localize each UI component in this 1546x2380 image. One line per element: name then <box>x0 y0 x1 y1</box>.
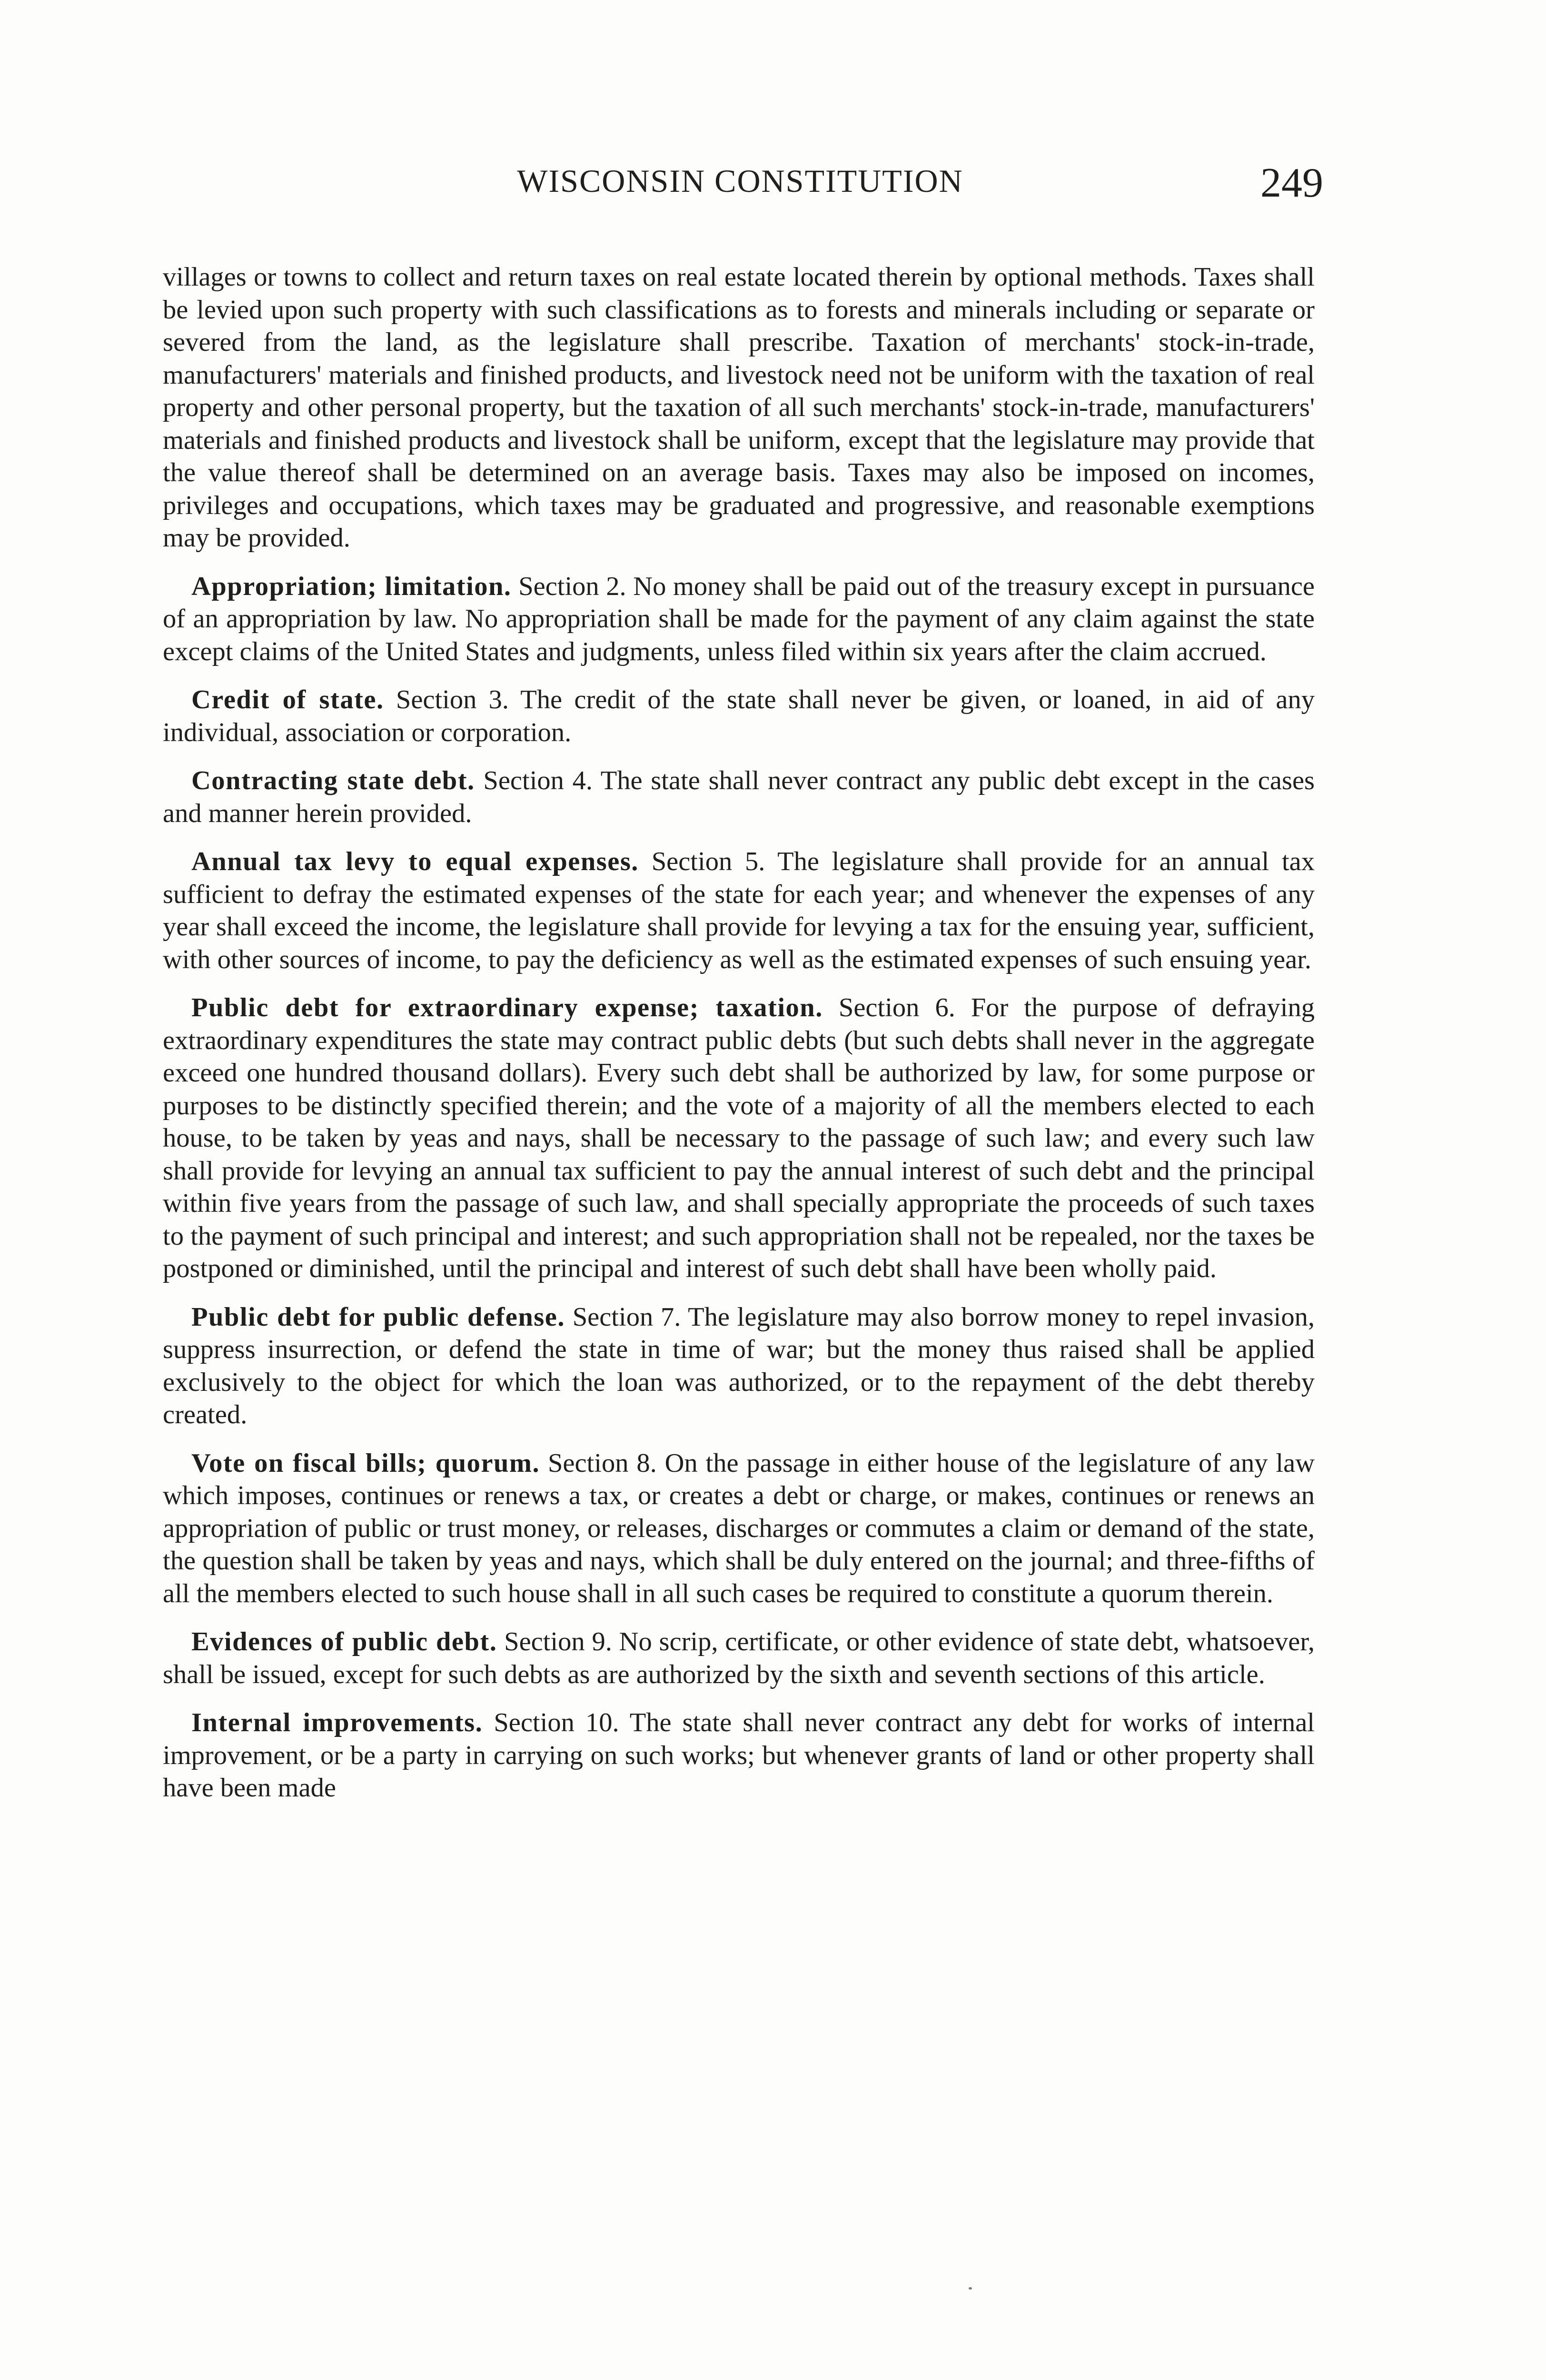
section-6-paragraph <box>163 992 1315 1285</box>
section-heading: Vote on fiscal bills; quorum. <box>191 1448 540 1478</box>
section-heading: Public debt for public defense. <box>191 1302 565 1332</box>
section-text: Section 2. No money shall be paid out of the treasury except in pursuance of an appropriation by law. No appropriation shall be made for the payment of any claim against the state except claims of the United States and judgments, unless filed within six years after the claim accrued. <box>163 571 1315 666</box>
page-header <box>162 157 1323 206</box>
section-heading: Credit of state. <box>191 685 384 714</box>
section-8-paragraph <box>163 1447 1315 1610</box>
section-7-paragraph <box>163 1301 1315 1431</box>
section-4-paragraph <box>163 764 1315 830</box>
section-heading: Annual tax levy to equal expenses. <box>191 847 639 876</box>
section-text: Section 4. The state shall never contract any public debt except in the cases and manner herein provided. <box>163 766 1315 828</box>
print-speck <box>969 2287 972 2290</box>
section-text: Section 9. No scrip, certificate, or other evidence of state debt, whatsoever, shall be issued, except for such debts as are authorized by the sixth and seventh sections of this article. <box>163 1627 1315 1689</box>
section-text: Section 6. For the purpose of defraying extraordinary expenditures the state may contract public debts (but such debts shall never in the aggregate exceed one hundred thousand dollars). Every such debt shall be authorized by law, for some purpose or purposes to be distinctly specified therein; and the vote of a majority of all the members elected to each house, to be taken by yeas and nays, shall be necessary to the passage of such law; and every such law shall provide for levying an annual tax sufficient to pay the annual interest of such debt and the principal within five years from the passage of such law, and shall specially appropriate the proceeds of such taxes to the payment of such principal and interest; and such appropriation shall not be repealed, nor the taxes be postponed or diminished, until the principal and interest of such debt shall have been wholly paid. <box>163 993 1315 1283</box>
section-heading: Appropriation; limitation. <box>191 571 512 601</box>
page-number: 249 <box>1260 160 1323 206</box>
running-title: WISCONSIN CONSTITUTION <box>517 163 963 199</box>
section-text: Section 3. The credit of the state shall never be given, or loaned, in aid of any individual, association or corporation. <box>163 685 1315 747</box>
section-heading: Contracting state debt. <box>191 766 475 795</box>
section-2-paragraph <box>163 570 1315 668</box>
section-text: Section 8. On the passage in either house of the legislature of any law which imposes, continues or renews a tax, or creates a debt or charge, or makes, continues or renews an appropriation of public or trust money, or releases, discharges or commutes a claim or demand of the state, the question shall be taken by yeas and nays, which shall be duly entered on the journal; and three-fifths of all the members elected to such house shall in all such cases be required to constitute a quorum therein. <box>163 1448 1315 1608</box>
section-5-paragraph <box>163 845 1315 976</box>
section-text: Section 10. The state shall never contract any debt for works of internal improvement, or be a party in carrying on such works; but whenever grants of land or other property shall have been made <box>163 1708 1315 1803</box>
paragraph-continuation <box>163 261 1315 555</box>
section-text: Section 7. The legislature may also borrow money to repel invasion, suppress insurrection, or defend the state in time of war; but the money thus raised shall be applied exclusively to the object for which the loan was authorized, or to the repayment of the debt thereby created. <box>163 1302 1315 1429</box>
body-text <box>163 261 1315 1820</box>
section-10-paragraph <box>163 1706 1315 1805</box>
section-heading: Internal improvements. <box>191 1708 483 1737</box>
section-text: Section 5. The legislature shall provide for an annual tax sufficient to defray the estimated expenses of the state for each year; and whenever the expenses of any year shall exceed the income, the legislature shall provide for levying a tax for the ensuing year, sufficient, with other sources of income, to pay the deficiency as well as the estimated expenses of such ensuing year. <box>163 847 1315 974</box>
section-heading: Evidences of public debt. <box>191 1627 497 1656</box>
section-heading: Public debt for extraordinary expense; taxation. <box>191 993 823 1022</box>
section-9-paragraph <box>163 1626 1315 1691</box>
paragraph-text: villages or towns to collect and return taxes on real estate located therein by optional methods. Taxes shall be levied upon such property with such classifications as to forests and minerals including or separate or severed from the land, as the legislature shall prescribe. Taxation of merchants' stock-in-trade, manufacturers' materials and finished products, and livestock need not be uniform with the taxation of real property and other personal property, but the taxation of all such merchants' stock-in-trade, manufacturers' materials and finished products and livestock shall be uniform, except that the legislature may provide that the value thereof shall be determined on an average basis. Taxes may also be imposed on incomes, privileges and occupations, which taxes may be graduated and progressive, and reasonable exemptions may be provided. <box>163 262 1315 553</box>
section-3-paragraph <box>163 684 1315 749</box>
